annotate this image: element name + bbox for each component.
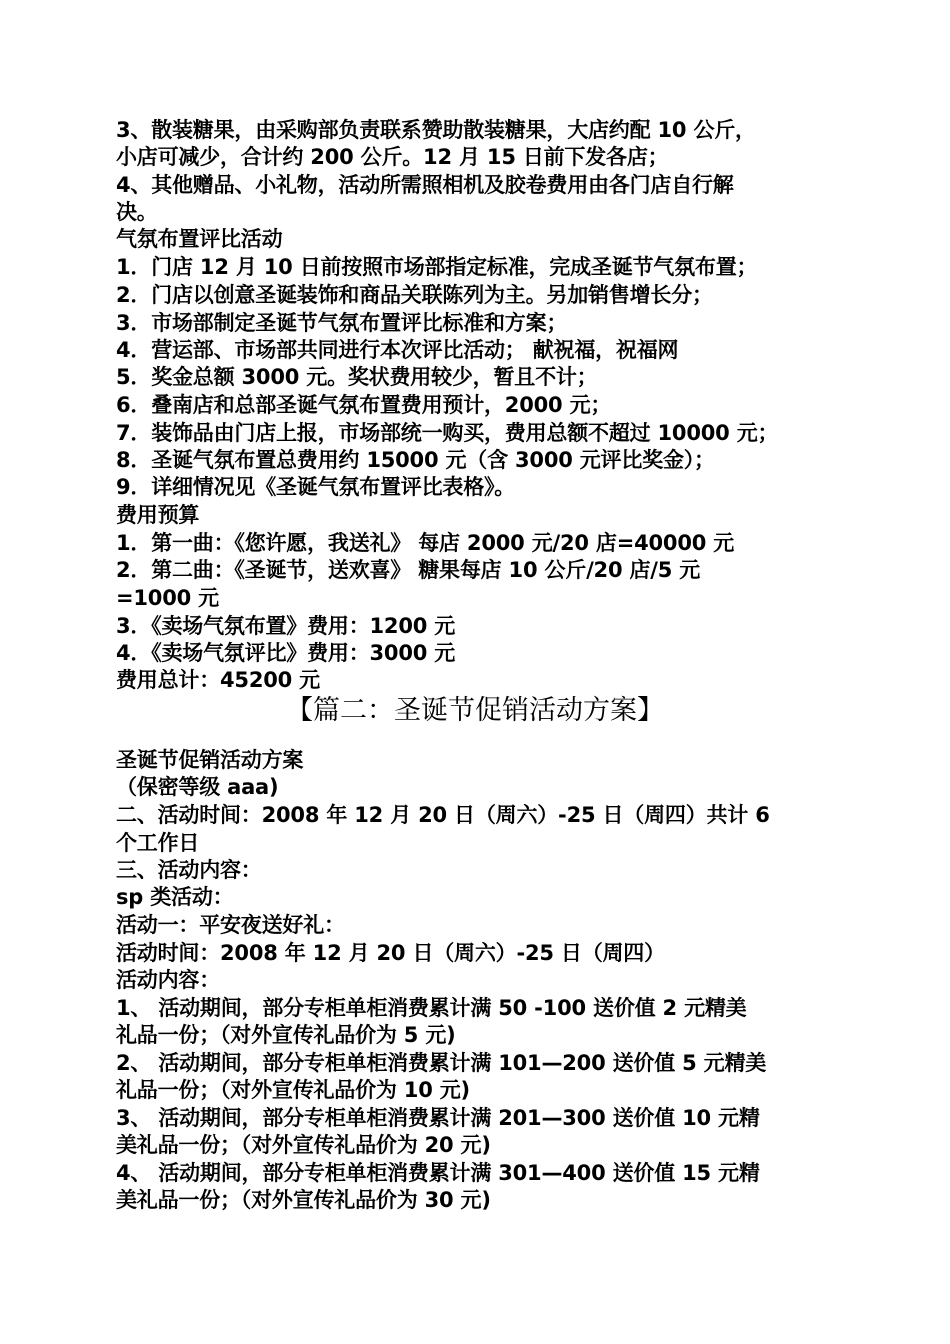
document-title: 圣诞节促销活动方案 xyxy=(116,748,304,772)
text-line: 4．《卖场气氛评比》费用：3000 元 xyxy=(116,641,456,665)
text-line: 决。 xyxy=(116,200,158,224)
text-line: =1000 元 xyxy=(116,586,219,610)
text-line: 2．门店以创意圣诞装饰和商品关联陈列为主。另加销售增长分； xyxy=(116,283,713,307)
text-line: 3、散装糖果，由采购部负责联系赞助散装糖果，大店约配 10 公斤， xyxy=(116,118,756,142)
text-line: 三、活动内容： xyxy=(116,858,262,882)
section-title: 费用预算 xyxy=(116,503,200,527)
text-line: 美礼品一份；（对外宣传礼品价为 30 元) xyxy=(116,1188,491,1212)
text-line: 活动一：平安夜送好礼： xyxy=(116,913,345,937)
text-line: 5．奖金总额 3000 元。奖状费用较少，暂且不计； xyxy=(116,365,598,389)
text-line: 个工作日 xyxy=(116,831,200,855)
text-line: 4．营运部、市场部共同进行本次评比活动； 献祝福，祝福网 xyxy=(116,338,679,362)
text-line: 7．装饰品由门店上报，市场部统一购买，费用总额不超过 10000 元； xyxy=(116,421,779,445)
text-line: sp 类活动： xyxy=(116,885,234,909)
text-line: 1．门店 12 月 10 日前按照市场部指定标准，完成圣诞节气氛布置； xyxy=(116,255,758,279)
text-line: 费用总计：45200 元 xyxy=(116,668,320,692)
text-line: 6．叠南店和总部圣诞气氛布置费用预计，2000 元； xyxy=(116,393,612,417)
text-line: 4、 活动期间，部分专柜单柜消费累计满 301—400 送价值 15 元精 xyxy=(116,1161,760,1185)
text-line: 1、 活动期间，部分专柜单柜消费累计满 50 -100 送价值 2 元精美 xyxy=(116,996,747,1020)
text-line: 2、 活动期间，部分专柜单柜消费累计满 101—200 送价值 5 元精美 xyxy=(116,1051,767,1075)
text-line: 礼品一份；（对外宣传礼品价为 5 元) xyxy=(116,1023,456,1047)
text-line: 8．圣诞气氛布置总费用约 15000 元（含 3000 元评比奖金）； xyxy=(116,448,715,472)
chapter-heading: 【篇二：圣诞节促销活动方案】 xyxy=(286,695,664,726)
text-line: （保密等级 aaa) xyxy=(116,775,279,799)
text-line: 4、其他赠品、小礼物，活动所需照相机及胶卷费用由各门店自行解 xyxy=(116,173,734,197)
text-line: 3．《卖场气氛布置》费用：1200 元 xyxy=(116,614,456,638)
text-line: 美礼品一份；（对外宣传礼品价为 20 元) xyxy=(116,1133,491,1157)
text-line: 3．市场部制定圣诞节气氛布置评比标准和方案； xyxy=(116,311,568,335)
text-line: 二、活动时间：2008 年 12 月 20 日（周六）-25 日（周四）共计 6 xyxy=(116,803,770,827)
text-line: 小店可减少，合计约 200 公斤。12 月 15 日前下发各店； xyxy=(116,145,669,169)
text-line: 活动内容： xyxy=(116,968,220,992)
text-line: 活动时间：2008 年 12 月 20 日（周六）-25 日（周四） xyxy=(116,941,665,965)
text-line: 2．第二曲：《圣诞节，送欢喜》 糖果每店 10 公斤/20 店/5 元 xyxy=(116,558,701,582)
text-line: 1．第一曲：《您许愿，我送礼》 每店 2000 元/20 店=40000 元 xyxy=(116,531,735,555)
section-title: 气氛布置评比活动 xyxy=(116,227,283,251)
text-line: 3、 活动期间，部分专柜单柜消费累计满 201—300 送价值 10 元精 xyxy=(116,1106,760,1130)
text-line: 礼品一份；（对外宣传礼品价为 10 元) xyxy=(116,1078,470,1102)
text-line: 9．详细情况见《圣诞气氛布置评比表格》。 xyxy=(116,475,516,499)
